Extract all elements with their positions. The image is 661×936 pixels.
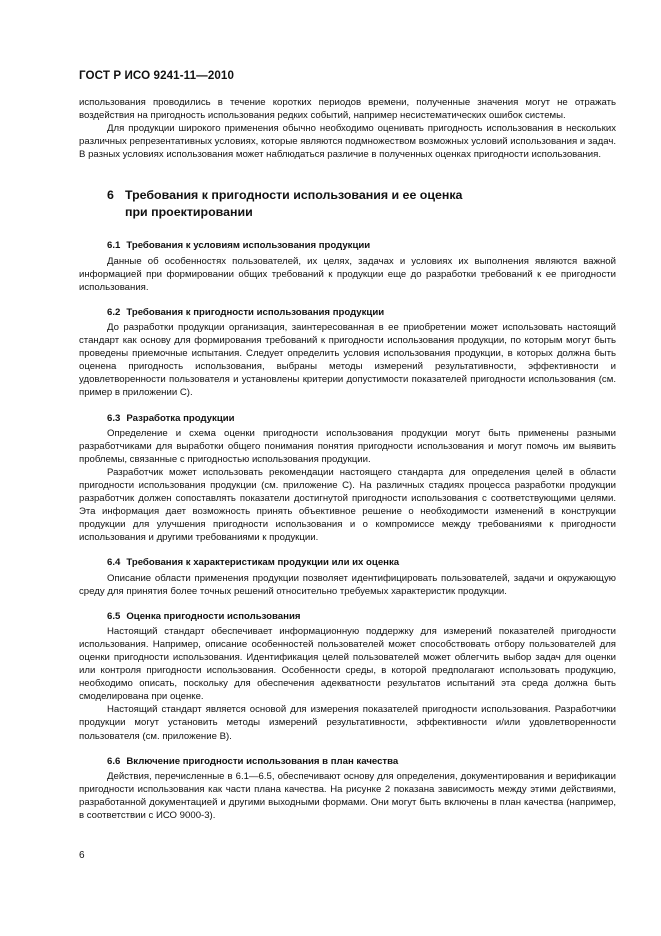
subsection-6-3-heading (107, 412, 616, 425)
subsection-number: 6.4 (107, 557, 121, 569)
subsection-6-3-paragraph-2: Разработчик может использовать рекомендации настоящего стандарта для определения целей в области пригодности использования продукции (см. приложение С). На различных стадиях процесса разработки продукции разработчик должен сопоставлять показатели достигнутой пригодности использования с соответствующими целями. Эта информация дает возможность принять объективное решение о необходимости изменений в конструкции продукции для улучшения пригодности использования и о компромиссе между требованиями к пригодности использования и другими требованиями к продукции. (79, 466, 616, 544)
subsection-6-6-paragraph: Действия, перечисленные в 6.1—6.5, обеспечивают основу для определения, документирования и верификации пригодности использования как части плана качества. На рисунке 2 показана зависимость между этими действиями, разработанной документацией и другими выходными формами. Они могут быть включены в план качества (например, в соответствии с ИСО 9000-3). (79, 770, 616, 822)
subsection-title: Включение пригодности использования в план качества (126, 755, 399, 767)
subsection-6-3-paragraph-1: Определение и схема оценки пригодности использования продукции могут быть применены разными разработчиками для выработки общего понимания понятия пригодности использования и могут помочь им выявить проблемы, связанные с пригодностью использования продукции. (79, 427, 616, 465)
section-6-title-line1: Требования к пригодности использования и ее оценка (125, 188, 463, 203)
subsection-number: 6.2 (107, 306, 121, 318)
intro-paragraph: Для продукции широкого применения обычно необходимо оценивать пригодность использования в нескольких различных репрезентативных условиях, которые являются подмножеством возможных условий использования и задач. В разных условиях использования может наблюдаться различие в полученных оценках пригодности использования. (79, 123, 616, 161)
document-header: ГОСТ Р ИСО 9241-11—2010 (79, 69, 235, 82)
subsection-6-5-paragraph-1: Настоящий стандарт обеспечивает информационную поддержку для измерений показателей пригодности использования. Например, описание особенностей пользователей может способствовать отбору пользователей для оценки пригодности использования. Идентификация целей пользователей может облегчить выбор задач для оценки или контроля пригодности использования. Особенности среды, в которой предполагают использовать продукцию, необходимо описать, поскольку для обеспечения адекватности результатов испытаний эта среда должна быть смоделирована при оценке. (79, 625, 616, 703)
subsection-6-4-paragraph: Описание области применения продукции позволяет идентифицировать пользователей, задачи и окружающую среду для принятия более точных решений относительно требуемых характеристик продукции. (79, 572, 616, 597)
subsection-6-2-paragraph: До разработки продукции организация, заинтересованная в ее приобретении может использовать настоящий стандарт как основу для формирования требований к пригодности использования продукции, по которым могут быть проведены приемочные испытания. Следует определить условия использования продукции, в которых должна быть оценена пригодность использования, выбраны методы измерений результативности, эффективности и удовлетворенности пользователя и установлены критерии допустимости показателей пригодности использования (см. пример в приложении С). (79, 321, 616, 399)
intro-paragraph-continued: использования проводились в течение коротких периодов времени, полученные значения могут не отражать воздействия на пригодность использования редких событий, например несистематических ошибок системы. (79, 97, 616, 122)
page-number: 6 (79, 850, 85, 861)
subsection-6-5-heading (107, 610, 616, 623)
document-body (79, 96, 616, 822)
subsection-title: Требования к характеристикам продукции или их оценка (126, 557, 400, 569)
subsection-title: Разработка продукции (126, 412, 235, 424)
subsection-6-2-heading (107, 306, 616, 319)
section-6-number: 6 (107, 188, 114, 203)
subsection-6-1-heading (107, 239, 616, 252)
subsection-6-1-paragraph: Данные об особенностях пользователей, их целях, задачах и условиях их выполнения являются важной информацией при формировании общих требований к продукции еще до разработки требований к ее пригодности использования. (79, 255, 616, 293)
subsection-title: Требования к условиям использования продукции (126, 240, 371, 252)
subsection-6-6-heading (107, 755, 616, 768)
subsection-title: Оценка пригодности использования (126, 610, 301, 622)
section-6-heading (107, 187, 616, 221)
subsection-number: 6.1 (107, 240, 121, 252)
subsection-number: 6.3 (107, 412, 121, 424)
subsection-6-4-heading (107, 556, 616, 569)
section-6-title-line2: при проектировании (125, 205, 253, 220)
subsection-title: Требования к пригодности использования продукции (126, 306, 385, 318)
subsection-number: 6.5 (107, 610, 121, 622)
subsection-number: 6.6 (107, 755, 121, 767)
subsection-6-5-paragraph-2: Настоящий стандарт является основой для измерения показателей пригодности использования. Разработчики продукции могут установить методы измерений результативности, эффективности и/или удовлетворенности пользователя (см. приложение В). (79, 704, 616, 742)
